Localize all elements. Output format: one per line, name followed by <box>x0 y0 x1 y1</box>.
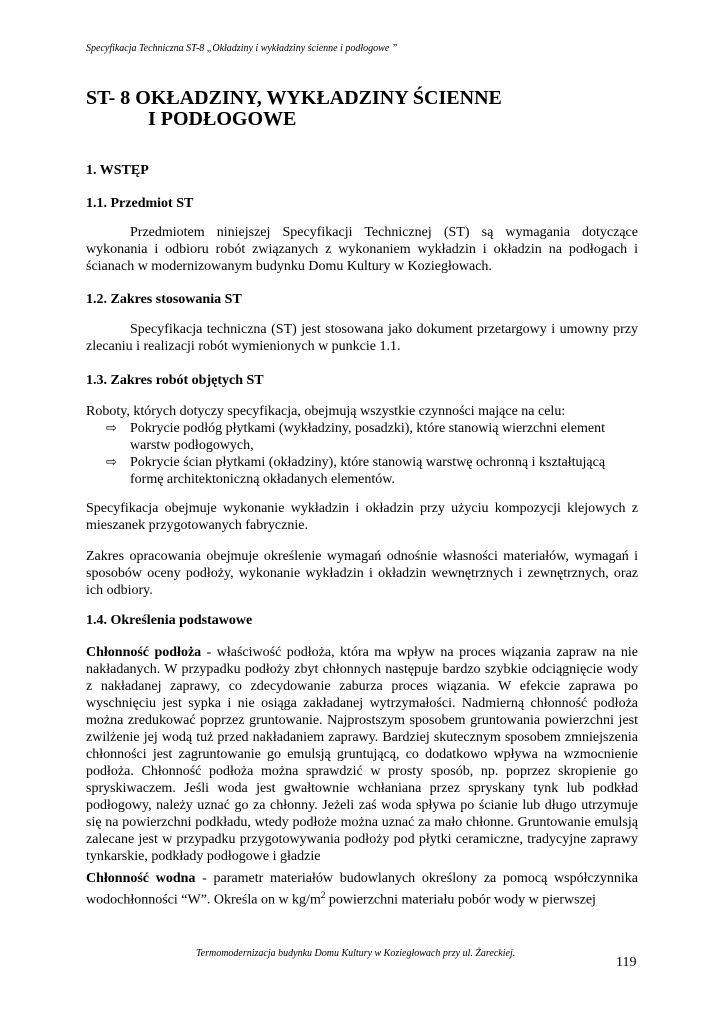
list-item-text: Pokrycie ścian płytkami (okładziny), które stanowią warstwę ochronną i kształtującą formę architektoniczną okładanych elementów. <box>130 455 606 487</box>
scope-list <box>106 420 638 488</box>
arrow-right-icon: ⇨ <box>106 455 117 470</box>
definition-chlonnosc-wodna <box>86 870 638 909</box>
arrow-right-icon: ⇨ <box>106 421 117 436</box>
paragraph-1-3-intro: Roboty, których dotyczy specyfikacja, obejmują wszystkie czynności mające na celu: <box>86 404 566 419</box>
title-line-2: I PODŁOGOWE <box>148 108 297 130</box>
page-number: 119 <box>616 955 637 970</box>
paragraph-1-1: Przedmiotem niniejszej Specyfikacji Technicznej (ST) są wymagania dotyczące wykonania i odbioru robót związanych z wykonaniem wykładzin i okładzin na podłogach i ścianach w modernizowanym budynku Domu Kultury w Koziegłowach. <box>86 225 638 274</box>
definition-chlonnosc-podloza <box>86 644 638 865</box>
section-heading-wstep: 1. WSTĘP <box>86 163 149 178</box>
list-item <box>106 420 638 454</box>
term-chlonnosc-wodna: Chłonność wodna <box>86 871 196 886</box>
definition-text-continued: powierzchni materiału pobór wody w pierwszej <box>325 892 596 908</box>
list-item-text: Pokrycie podłóg płytkami (wykładziny, posadzki), które stanowią wierzchni element warstw podłogowych, <box>130 421 605 453</box>
paragraph-1-3-materials: Specyfikacja obejmuje wykonanie wykładzin i okładzin przy użyciu kompozycji klejowych z mieszanek przygotowanych fabrycznie. <box>86 501 638 533</box>
definition-text: - parametr materiałów budowlanych określony za pomocą współczynnika wodochłonności “W”. Określa on w kg/m <box>86 871 639 908</box>
paragraph-1-2: Specyfikacja techniczna (ST) jest stosowana jako dokument przetargowy i umowny przy zlecaniu i realizacji robót wymienionych w punkcie 1.1. <box>86 322 638 354</box>
document-title <box>86 88 502 130</box>
section-heading-1-1: 1.1. Przedmiot ST <box>86 196 194 211</box>
title-line-1: ST- 8 OKŁADZINY, WYKŁADZINY ŚCIENNE <box>86 87 502 109</box>
section-heading-1-3: 1.3. Zakres robót objętych ST <box>86 373 264 388</box>
footer-text: Termomodernizacja budynku Domu Kultury w Koziegłowach przy ul. Żareckiej. <box>196 948 516 959</box>
section-heading-1-4: 1.4. Określenia podstawowe <box>86 613 253 628</box>
definition-text: - właściwość podłoża, która ma wpływ na proces wiązania zapraw na nie nakładanych. W przypadku podłoży zbyt chłonnych następuje bardzo szybkie odciągnięcie wody z nakładanej zaprawy, co zdecydowanie zaburza proces wiązania. W efekcie zaprawa po wyschnięciu jest sypka i nie osiąga zakładanej wytrzymałości. Nadmierną chłonność podłoża można zredukować poprzez gruntowanie. Najprostszym sposobem gruntowania powierzchni jest zwilżenie jej wodą tuż przed nakładaniem zaprawy. Bardziej skutecznym sposobem zmniejszenia chłonności jest zagruntowanie go emulsją gruntującą, co dodatkowo wpływa na wzmocnienie podłoża. Chłonność podłoża można sprawdzić w prosty sposób, np. poprzez skropienie go spryskiwaczem. Jeśli woda jest gwałtownie wchłaniana przez spryskany tynk lub podkład podłogowy, należy uznać go za chłonny. Jeżeli zaś woda spływa po ścianie lub długo utrzymuje się na powierzchni podkładu, wtedy podłoże można uznać za mało chłonne. Gruntowanie emulsją zalecane jest w przypadku przygotowywania podłoży pod płytki ceramiczne, tradycyjne zaprawy tynkarskie, podkłady podłogowe i gładzie <box>86 645 638 864</box>
section-heading-1-2: 1.2. Zakres stosowania ST <box>86 292 242 307</box>
running-header: Specyfikacja Techniczna ST-8 „Okładziny i wykładziny ścienne i podłogowe ” <box>86 43 398 54</box>
list-item <box>106 454 638 488</box>
term-chlonnosc-podloza: Chłonność podłoża <box>86 645 202 660</box>
paragraph-1-3-scope: Zakres opracowania obejmuje określenie wymagań odnośnie własności materiałów, wymagań i sposobów oceny podłoży, wykonanie wykładzin i okładzin wewnętrznych i zewnętrznych, oraz ich odbiory. <box>86 549 638 598</box>
superscript: 2 <box>320 890 326 900</box>
